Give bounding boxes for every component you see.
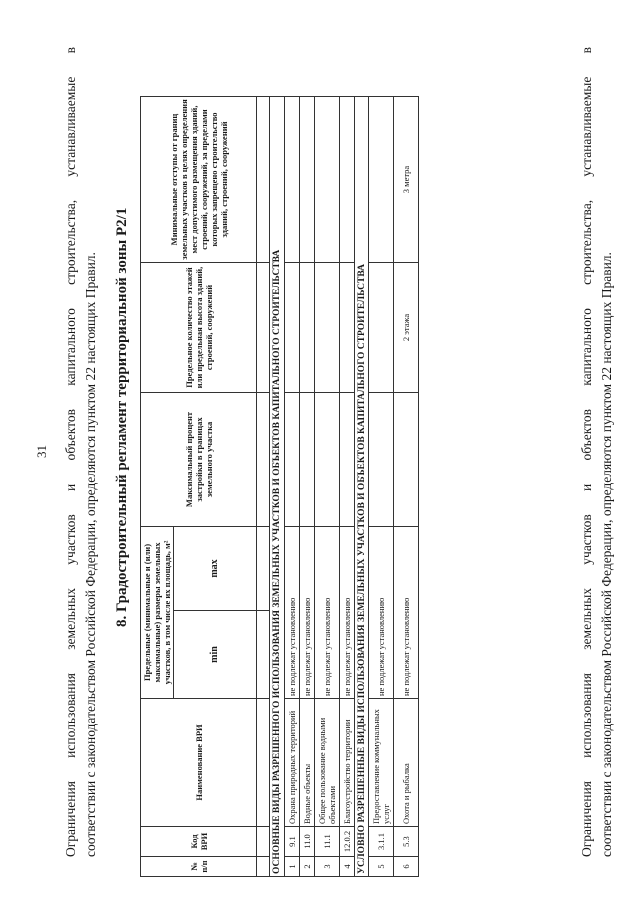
cell-code: 3.1.1 bbox=[369, 827, 394, 857]
bottom-paragraph-line-1: Ограничения использования земельных участков и объектов капитального строительства, устанавливаемые в bbox=[579, 47, 594, 857]
cell-coverage bbox=[285, 393, 300, 527]
cell-num: 3 bbox=[315, 857, 340, 877]
cell-num: 4 bbox=[340, 857, 355, 877]
cell-setbacks bbox=[285, 97, 300, 263]
header-num: № п/п bbox=[141, 857, 257, 877]
cell-num: 5 bbox=[369, 857, 394, 877]
bottom-paragraph-line-2: соответствии с законодательством Российской Федерации, определяются пунктом 22 настоящих Правил. bbox=[599, 252, 614, 857]
cell-floors bbox=[285, 263, 300, 393]
top-paragraph-line-1: Ограничения использования земельных участков и объектов капитального строительства, устанавливаемые в bbox=[63, 47, 78, 857]
table-row bbox=[300, 97, 315, 877]
cell-setbacks bbox=[315, 97, 340, 263]
cell-code: 5.3 bbox=[394, 827, 419, 857]
cell-code: 12.0.2 bbox=[340, 827, 355, 857]
cell-size: не подлежат установлению bbox=[369, 527, 394, 699]
cell-size: не подлежат установлению bbox=[285, 527, 300, 699]
cell-coverage bbox=[340, 393, 355, 527]
cell-setbacks bbox=[340, 97, 355, 263]
cell-name: Общее пользование водными объектами bbox=[315, 699, 340, 827]
header-size: Предельные (минимальные и (или) максимальные) размеры земельных участков, в том числе их площадь, м² bbox=[141, 527, 174, 699]
section-row-conditional bbox=[355, 97, 369, 877]
table-row bbox=[394, 97, 419, 877]
top-paragraph-line-2: соответствии с законодательством Российской Федерации, определяются пунктом 22 настоящих Правил. bbox=[83, 252, 98, 857]
header-floors: Предельное количество этажей или предельная высота зданий, строений, сооружений bbox=[141, 263, 257, 393]
table-row bbox=[340, 97, 355, 877]
cell-floors bbox=[340, 263, 355, 393]
section-conditional-label: УСЛОВНО РАЗРЕШЕННЫЕ ВИДЫ ИСПОЛЬЗОВАНИЯ ЗЕМЕЛЬНЫХ УЧАСТКОВ И ОБЪЕКТОВ КАПИТАЛЬНОГО СТРОИТЕЛЬСТВА bbox=[355, 97, 369, 877]
header-name: Наименование ВРИ bbox=[141, 699, 257, 827]
cell-setbacks: 3 метра bbox=[394, 97, 419, 263]
cell-name: Охота и рыбалка bbox=[394, 699, 419, 827]
cell-floors bbox=[315, 263, 340, 393]
header-setbacks: Минимальные отступы от границ земельных участков в целях определения мест допустимого размещения зданий, строений, сооружений, за пределами которых запрещено строительство зданий, строений, сооружений bbox=[141, 97, 257, 263]
cell-num: 2 bbox=[300, 857, 315, 877]
header-max: max bbox=[174, 527, 257, 611]
cell-setbacks bbox=[369, 97, 394, 263]
section-row-main bbox=[270, 97, 285, 877]
cell-coverage bbox=[300, 393, 315, 527]
table-row bbox=[315, 97, 340, 877]
regulations-table bbox=[140, 96, 419, 877]
header-coverage: Максимальный процент застройки в границах земельного участка bbox=[141, 393, 257, 527]
cell-code: 11.1 bbox=[315, 827, 340, 857]
table-wrapper bbox=[140, 96, 419, 877]
cell-floors bbox=[369, 263, 394, 393]
cell-code: 11.0 bbox=[300, 827, 315, 857]
cell-size: не подлежат установлению bbox=[315, 527, 340, 699]
cell-coverage bbox=[394, 393, 419, 527]
cell-coverage bbox=[369, 393, 394, 527]
page-number: 31 bbox=[34, 445, 49, 458]
cell-name: Охрана природных территорий bbox=[285, 699, 300, 827]
cell-size: не подлежат установлению bbox=[394, 527, 419, 699]
cell-coverage bbox=[315, 393, 340, 527]
cell-name: Водные объекты bbox=[300, 699, 315, 827]
cell-setbacks bbox=[300, 97, 315, 263]
cell-size: не подлежат установлению bbox=[340, 527, 355, 699]
cell-name: Предоставление коммунальных услуг bbox=[369, 699, 394, 827]
table-row bbox=[369, 97, 394, 877]
table-row bbox=[285, 97, 300, 877]
cell-name: Благоустройство территории bbox=[340, 699, 355, 827]
cell-code: 9.1 bbox=[285, 827, 300, 857]
cell-floors: 2 этажа bbox=[394, 263, 419, 393]
cell-num: 1 bbox=[285, 857, 300, 877]
cell-num: 6 bbox=[394, 857, 419, 877]
header-code: Код ВРИ bbox=[141, 827, 257, 857]
section-title: 8. Градостроительный регламент территориальной зоны Р2/1 bbox=[114, 207, 130, 627]
cell-size: не подлежат установлению bbox=[300, 527, 315, 699]
spacer-row bbox=[257, 97, 270, 877]
cell-floors bbox=[300, 263, 315, 393]
section-main-label: ОСНОВНЫЕ ВИДЫ РАЗРЕШЕННОГО ИСПОЛЬЗОВАНИЯ ЗЕМЕЛЬНЫХ УЧАСТКОВ И ОБЪЕКТОВ КАПИТАЛЬНОГО СТРОИТЕЛЬСТВА bbox=[270, 97, 285, 877]
header-min: min bbox=[174, 611, 257, 699]
